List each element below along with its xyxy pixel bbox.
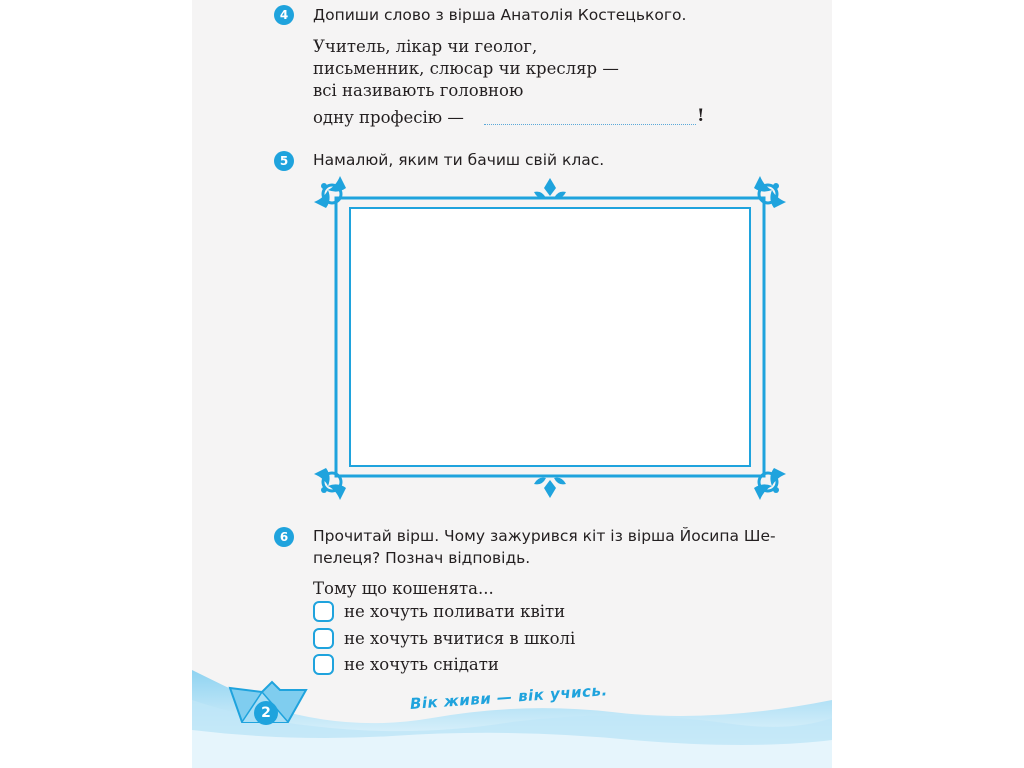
frame-inner-border [350, 208, 750, 466]
option-2[interactable] [313, 628, 575, 649]
option-2-checkbox[interactable] [313, 628, 334, 649]
task-6-number: 6 [274, 527, 294, 547]
frame-ornament-bottom-right [754, 468, 786, 500]
option-1[interactable] [313, 601, 565, 622]
answer-blank-line[interactable] [484, 124, 696, 125]
workbook-page [192, 0, 832, 768]
poem-line-1: Учитель, лікар чи геолог, [313, 37, 538, 56]
option-1-label: не хочуть поливати квіти [344, 602, 566, 621]
option-1-checkbox[interactable] [313, 601, 334, 622]
frame-ornament-bottom-center [534, 478, 566, 498]
drawing-frame[interactable] [310, 172, 790, 504]
task-5-instruction: Намалюй, яким ти бачиш свій клас. [313, 151, 605, 169]
footer-waves [192, 660, 832, 768]
task-5-number: 5 [274, 151, 294, 171]
task-6-instruction-line-1: Прочитай вірш. Чому зажурився кіт із вірша Йосипа Ше- [313, 527, 776, 545]
task-6-lead: Тому що кошенята... [313, 579, 494, 598]
frame-ornament-bottom-left [314, 468, 346, 500]
footer-motto: Вік живи — вік учись. [409, 681, 609, 713]
option-2-label: не хочуть вчитися в школі [344, 629, 576, 648]
frame-ornament-top-center [534, 178, 566, 198]
frame-ornament-top-left [314, 176, 346, 208]
task-4-number: 4 [274, 5, 294, 25]
task-4-instruction: Допиши слово з вірша Анатолія Костецького. [313, 6, 687, 24]
option-3-label: не хочуть снідати [344, 655, 499, 674]
page-number: 2 [254, 701, 278, 725]
poem-line-3: всі називають головною [313, 81, 524, 100]
poem-ending-mark: ! [697, 106, 705, 126]
frame-ornament-top-right [754, 176, 786, 208]
poem-line-2: письменник, слюсар чи кресляр — [313, 59, 619, 78]
task-6-instruction-line-2: пелеця? Познач відповідь. [313, 549, 531, 567]
poem-line-4: одну професію — [313, 108, 464, 127]
